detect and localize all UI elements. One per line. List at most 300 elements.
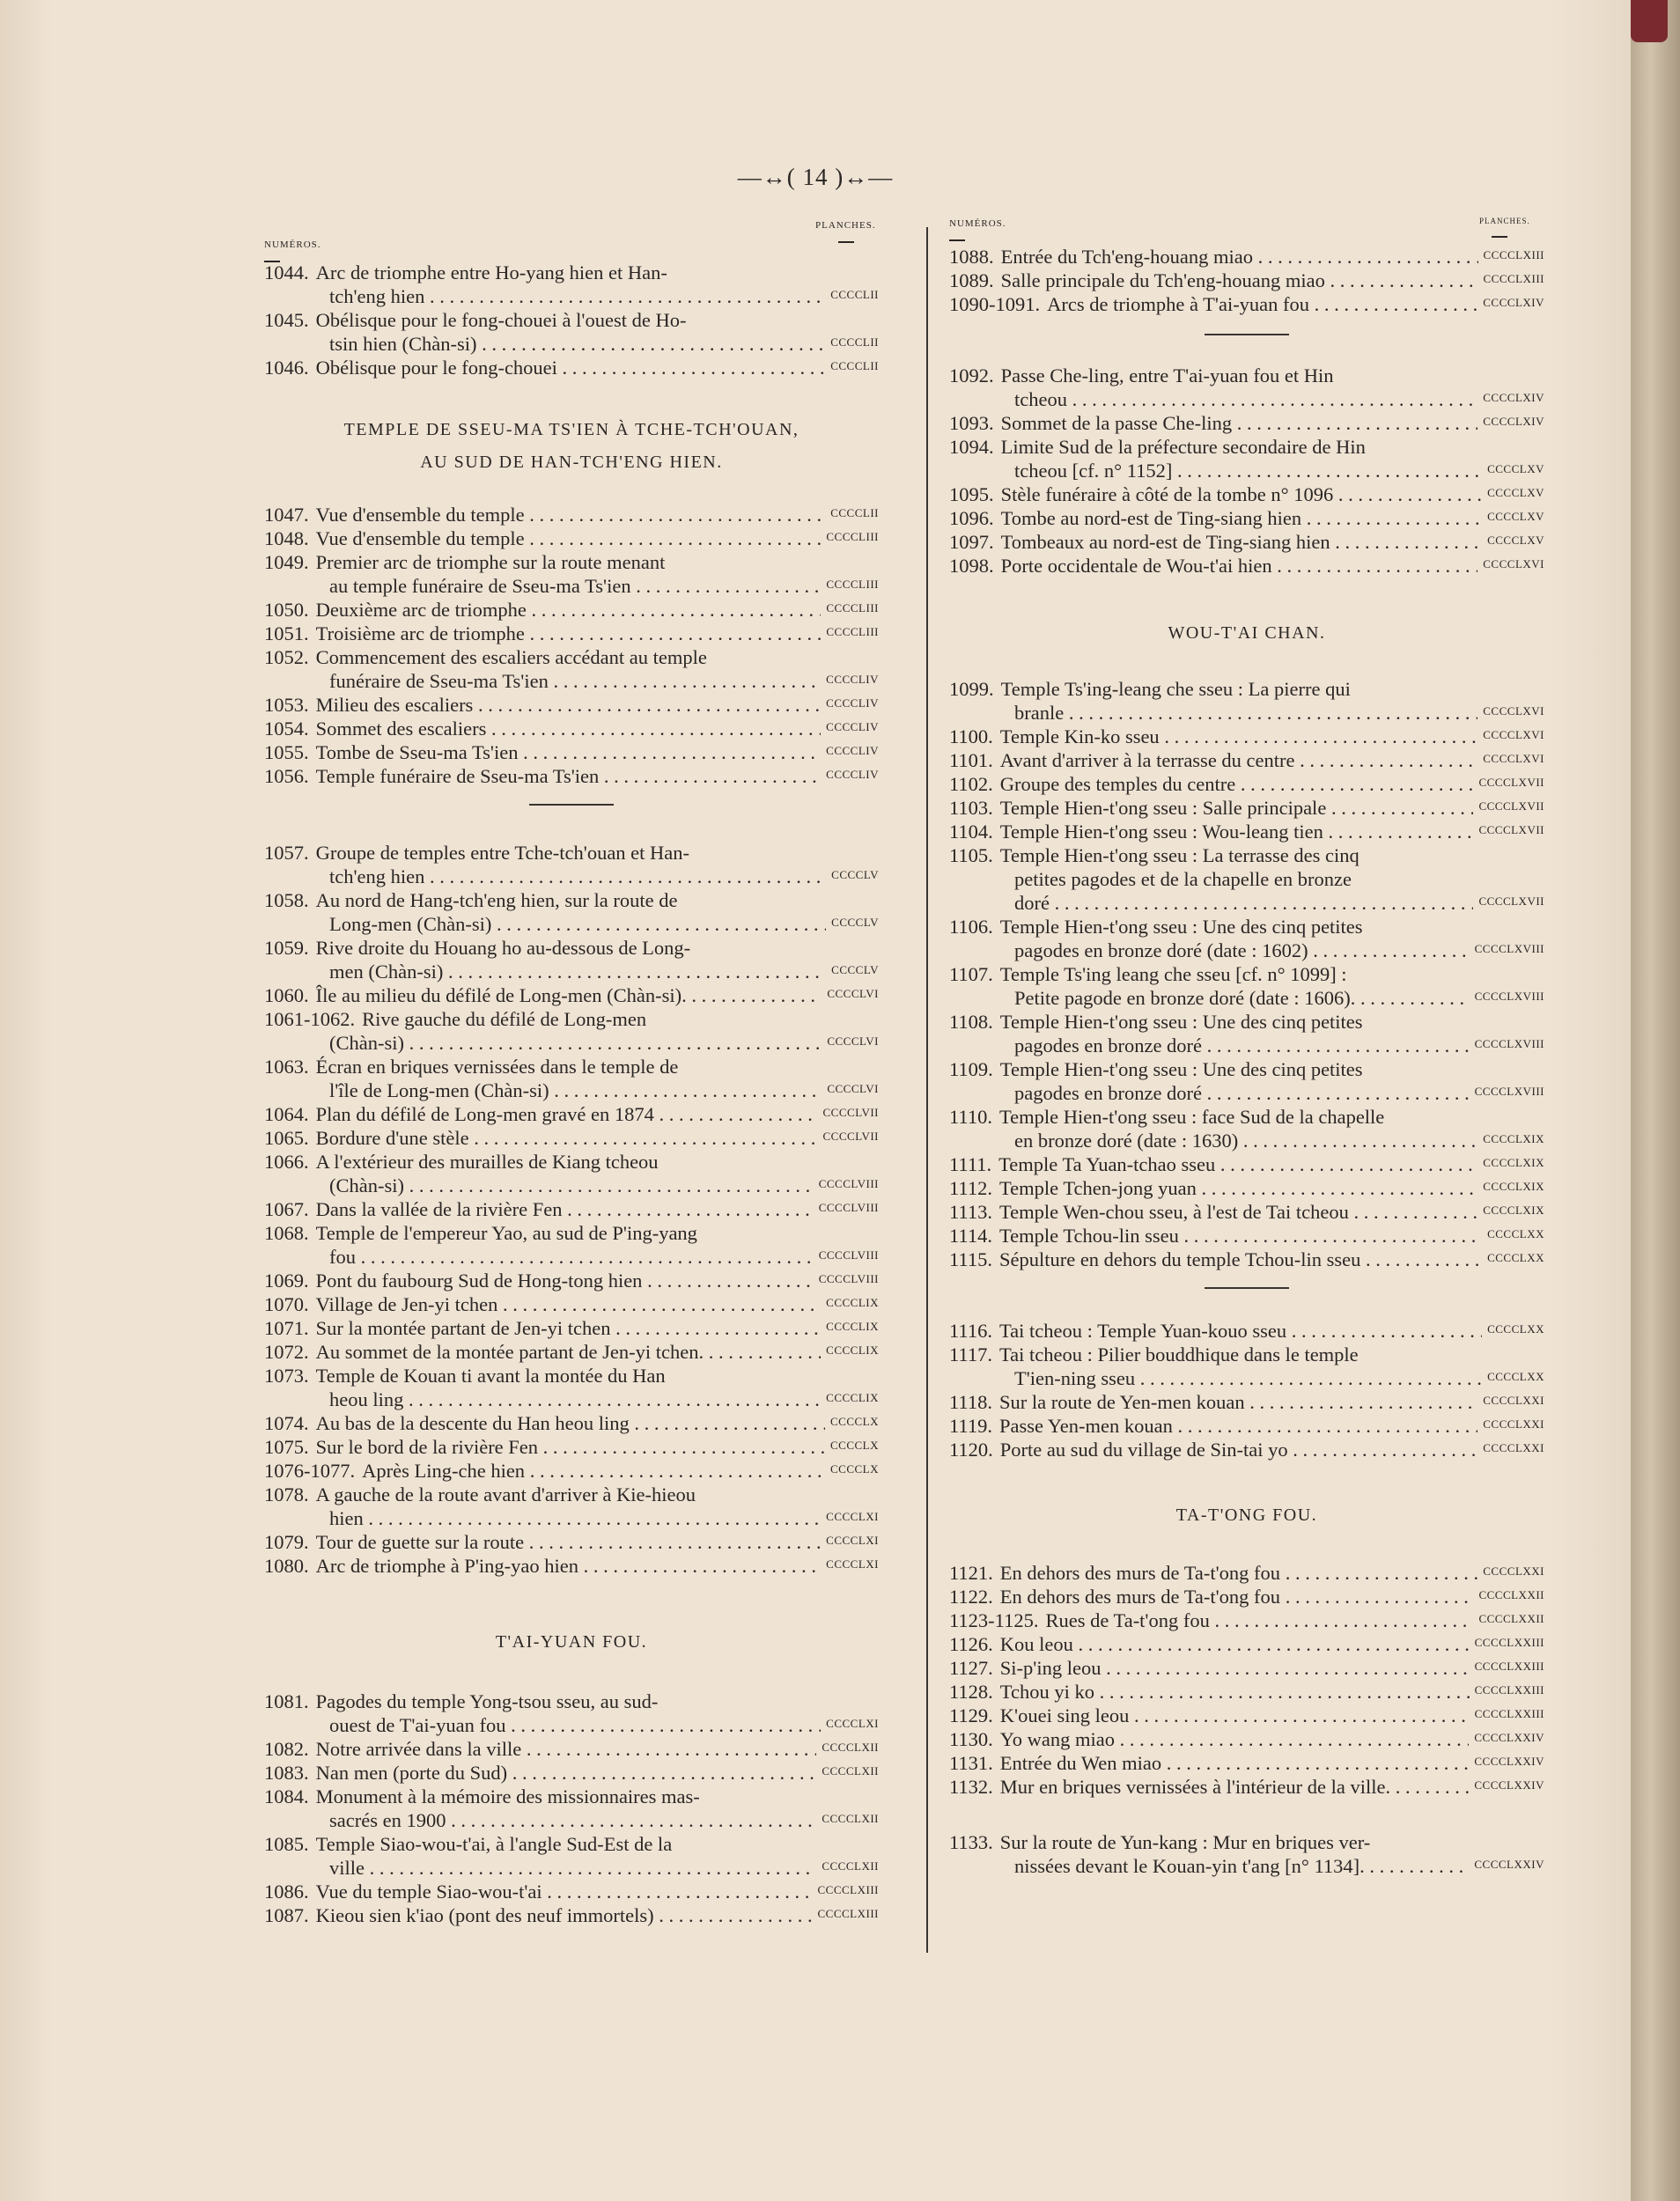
entry-text: K'ouei sing leou xyxy=(999,1704,1130,1726)
plate-number: CCCCLXIV xyxy=(1477,386,1544,409)
entry-number: 1121. xyxy=(949,1562,993,1584)
plate-number: CCCCLVIII xyxy=(814,1243,879,1267)
catalogue-entry xyxy=(264,841,879,888)
catalogue-entry xyxy=(264,645,879,693)
entry-text: Nan men (porte du Sud) xyxy=(315,1762,508,1784)
entry-number: 1133. xyxy=(949,1831,993,1853)
entry-text: Obélisque pour le fong-chouei à l'ouest de Ho- xyxy=(315,309,687,331)
plate-number: CCCCLXVI xyxy=(1477,699,1544,723)
entry-line xyxy=(264,936,879,960)
entry-number: 1078. xyxy=(264,1483,309,1505)
section-title-wou-tai-chan: WOU-T'AI CHAN. xyxy=(1168,623,1326,643)
entry-number: 1045. xyxy=(264,309,309,331)
entry-line xyxy=(264,1411,879,1435)
entry-text: Après Ling-che hien xyxy=(362,1460,526,1482)
entry-line xyxy=(264,865,879,888)
entry-line xyxy=(949,677,1544,701)
catalogue-entry xyxy=(949,364,1544,411)
entry-line xyxy=(949,962,1544,986)
column-divider xyxy=(926,227,928,1953)
left-planches-header: PLANCHES. xyxy=(815,220,876,243)
section-subtitle-han-tcheng: AU SUD DE HAN-TCH'ENG HIEN. xyxy=(420,453,723,472)
entry-number: 1116. xyxy=(949,1320,992,1342)
entry-text: Temple Hien-t'ong sseu : Une des cinq petites xyxy=(999,1011,1363,1033)
entry-line xyxy=(264,1197,879,1221)
plate-number: CCCCLXVIII xyxy=(1470,1032,1544,1056)
plate-number: CCCCLXVI xyxy=(1477,747,1544,770)
plate-number: CCCCLVI xyxy=(822,1077,879,1100)
catalogue-entry xyxy=(264,1197,879,1221)
entry-number: 1073. xyxy=(264,1365,309,1387)
plate-number: CCCCLIII xyxy=(821,620,879,644)
entry-line xyxy=(264,1761,879,1785)
entry-text: Vue d'ensemble du temple xyxy=(315,527,525,549)
catalogue-entry xyxy=(949,1390,1544,1414)
entry-line xyxy=(264,1435,879,1459)
entry-number: 1106. xyxy=(949,916,993,938)
entry-text: Entrée du Wen miao xyxy=(999,1752,1162,1774)
plate-number: CCCCLXIII xyxy=(1478,243,1545,267)
catalogue-entry xyxy=(949,915,1544,962)
entry-line xyxy=(264,503,879,526)
entry-line xyxy=(949,1081,1544,1105)
catalogue-entry xyxy=(264,1761,879,1785)
entry-text: hien xyxy=(329,1507,364,1529)
entry-text: Sur la route de Yun-kang : Mur en briques ver- xyxy=(999,1831,1371,1853)
entry-number: 1079. xyxy=(264,1531,309,1553)
entry-line xyxy=(264,1785,879,1808)
plate-number: CCCCLXXIII xyxy=(1470,1702,1544,1726)
catalogue-entry xyxy=(264,1530,879,1554)
entry-line xyxy=(264,1903,879,1927)
entry-text: Au sommet de la montée partant de Jen-yi tchen. xyxy=(315,1341,704,1363)
plate-number: CCCCLXVI xyxy=(1477,552,1544,576)
plate-number: CCCCLXVII xyxy=(1473,794,1544,818)
entry-number: 1064. xyxy=(264,1103,309,1125)
catalogue-entry xyxy=(264,740,879,764)
entry-number: 1114. xyxy=(949,1225,992,1247)
catalogue-entry xyxy=(949,506,1544,530)
entry-line xyxy=(264,912,879,936)
entry-number: 1122. xyxy=(949,1586,993,1608)
entry-line xyxy=(264,526,879,550)
entry-text: Monument à la mémoire des missionnaires mas- xyxy=(315,1785,700,1807)
right-planches-header: PLANCHES. xyxy=(1479,217,1530,238)
entry-line xyxy=(264,740,879,764)
entry-number: 1065. xyxy=(264,1127,309,1149)
catalogue-entry xyxy=(949,245,1544,269)
plate-number: CCCCLXVII xyxy=(1473,818,1544,842)
entry-text: Yo wang miao xyxy=(999,1728,1116,1750)
entry-text: heou ling xyxy=(329,1388,404,1410)
entry-text: Écran en briques vernissées dans le temple de xyxy=(315,1056,679,1078)
catalogue-entry xyxy=(949,269,1544,292)
plate-number: CCCCLXXIII xyxy=(1470,1654,1544,1678)
entry-number: 1047. xyxy=(264,504,309,526)
catalogue-entry xyxy=(264,550,879,598)
plate-number: CCCCLXIX xyxy=(1477,1174,1544,1198)
entry-number: 1084. xyxy=(264,1785,309,1807)
catalogue-entry xyxy=(949,1438,1544,1461)
catalogue-entry xyxy=(949,1632,1544,1656)
entry-number: 1123-1125. xyxy=(949,1609,1039,1631)
entry-number: 1080. xyxy=(264,1555,309,1577)
entry-text: Pagodes du temple Yong-tsou sseu, au sud- xyxy=(315,1690,659,1712)
catalogue-entry xyxy=(264,1483,879,1530)
entry-line xyxy=(264,1554,879,1578)
entry-line xyxy=(264,693,879,717)
entry-number: 1066. xyxy=(264,1151,309,1173)
entry-line xyxy=(949,1176,1544,1200)
plate-number: CCCCLXXI xyxy=(1477,1559,1544,1583)
entry-text: Petite pagode en bronze doré (date : 1606). xyxy=(1014,987,1356,1009)
plate-number: CCCCLXIII xyxy=(813,1902,880,1925)
plate-number: CCCCLVIII xyxy=(814,1172,879,1196)
entry-number: 1085. xyxy=(264,1833,309,1855)
catalogue-entry xyxy=(264,1880,879,1903)
left-group-3 xyxy=(264,841,879,1578)
entry-line xyxy=(949,867,1544,891)
plate-number: CCCCLX xyxy=(825,1457,879,1481)
plate-number: CCCCLXIX xyxy=(1477,1198,1544,1222)
catalogue-entry xyxy=(949,1248,1544,1271)
plate-number: CCCCLIV xyxy=(821,715,879,739)
plate-number: CCCCLXV xyxy=(1482,528,1544,552)
plate-number: CCCCLX xyxy=(825,1410,879,1433)
catalogue-entry xyxy=(264,356,879,379)
catalogue-entry xyxy=(264,1269,879,1292)
entry-number: 1111. xyxy=(949,1153,992,1175)
catalogue-entry xyxy=(264,1292,879,1316)
entry-text: tsin hien (Chàn-si) xyxy=(329,333,477,355)
catalogue-entry xyxy=(264,1126,879,1150)
entry-number: 1094. xyxy=(949,436,994,458)
entry-number: 1063. xyxy=(264,1056,309,1078)
entry-line xyxy=(949,891,1544,915)
entry-line xyxy=(949,1366,1544,1390)
entry-line xyxy=(949,411,1544,435)
plate-number: CCCCLXI xyxy=(821,1711,879,1735)
plate-number: CCCCLXVII xyxy=(1473,770,1544,794)
entry-number: 1071. xyxy=(264,1317,309,1339)
entry-text: Rues de Ta-t'ong fou xyxy=(1045,1609,1210,1631)
entry-text: Limite Sud de la préfecture secondaire de Hin xyxy=(1000,436,1366,458)
plate-number: CCCCLXXII xyxy=(1473,1583,1544,1607)
entry-text: Temple funéraire de Sseu-ma Ts'ien xyxy=(315,765,600,787)
entry-number: 1050. xyxy=(264,599,309,621)
entry-text: Sur la montée partant de Jen-yi tchen xyxy=(315,1317,611,1339)
catalogue-entry xyxy=(264,983,879,1007)
entry-text: Temple Siao-wou-t'ai, à l'angle Sud-Est de la xyxy=(315,1833,673,1855)
entry-number: 1053. xyxy=(264,694,309,716)
entry-number: 1107. xyxy=(949,963,993,985)
catalogue-entry xyxy=(264,598,879,622)
plate-number: CCCCLXI xyxy=(821,1505,879,1528)
page-number-header: —↔( 14 )↔— xyxy=(737,164,894,190)
plate-number: CCCCLXIV xyxy=(1477,291,1544,314)
plate-number: CCCCLV xyxy=(826,863,879,887)
entry-number: 1072. xyxy=(264,1341,309,1363)
entry-text: Kou leou xyxy=(999,1633,1073,1655)
entry-text: En dehors des murs de Ta-t'ong fou xyxy=(999,1562,1281,1584)
entry-line xyxy=(949,701,1544,725)
entry-number: 1093. xyxy=(949,412,994,434)
entry-line xyxy=(264,1856,879,1880)
entry-line xyxy=(949,1775,1544,1799)
entry-text: Arc de triomphe à P'ing-yao hien xyxy=(315,1555,578,1577)
entry-line xyxy=(264,1530,879,1554)
entry-text: petites pagodes et de la chapelle en bronze xyxy=(1014,868,1352,890)
entry-number: 1097. xyxy=(949,531,994,553)
plate-number: CCCCLXV xyxy=(1482,457,1544,481)
plate-number: CCCCLXXIII xyxy=(1470,1678,1544,1702)
entry-text: ville xyxy=(329,1857,365,1879)
entry-number: 1131. xyxy=(949,1752,993,1774)
entry-line xyxy=(264,1364,879,1388)
entry-line xyxy=(264,1245,879,1269)
entry-line xyxy=(264,1737,879,1761)
entry-text: tcheou [cf. n° 1152] xyxy=(1014,460,1173,482)
entry-line xyxy=(264,841,879,865)
plate-number: CCCCLXXI xyxy=(1477,1388,1544,1412)
entry-text: Rive gauche du défilé de Long-men xyxy=(362,1008,647,1030)
plate-number: CCCCLXXII xyxy=(1473,1607,1544,1631)
entry-text: Tchou yi ko xyxy=(999,1681,1094,1703)
entry-number: 1081. xyxy=(264,1690,309,1712)
entry-text: Temple Hien-t'ong sseu : Une des cinq petites xyxy=(999,1058,1363,1080)
catalogue-entry xyxy=(264,1055,879,1102)
entry-line xyxy=(264,645,879,669)
right-group-6 xyxy=(949,1830,1544,1878)
entry-number: 1048. xyxy=(264,527,309,549)
entry-line xyxy=(264,308,879,332)
entry-number: 1130. xyxy=(949,1728,993,1750)
catalogue-entry xyxy=(264,1221,879,1269)
entry-text: Temple Kin-ko sseu xyxy=(999,725,1160,747)
entry-line xyxy=(949,1854,1544,1878)
entry-text: Sur la route de Yen-men kouan xyxy=(998,1391,1245,1413)
entry-line xyxy=(949,1751,1544,1775)
entry-text: Temple Hien-t'ong sseu : Wou-leang tien xyxy=(999,821,1323,843)
entry-number: 1044. xyxy=(264,261,309,283)
entry-line xyxy=(949,1680,1544,1704)
section-title-ta-tong-fou: TA-T'ONG FOU. xyxy=(1175,1505,1318,1525)
catalogue-entry xyxy=(949,554,1544,578)
catalogue-entry xyxy=(264,1411,879,1435)
entry-line xyxy=(949,725,1544,748)
entry-line xyxy=(949,1200,1544,1224)
catalogue-entry xyxy=(264,936,879,983)
plate-number: CCCCLXXIII xyxy=(1470,1631,1544,1654)
entry-number: 1059. xyxy=(264,937,309,959)
catalogue-entry xyxy=(949,1830,1544,1878)
entry-text: Tombeaux au nord-est de Ting-siang hien xyxy=(1000,531,1330,553)
entry-line xyxy=(264,983,879,1007)
catalogue-entry xyxy=(949,482,1544,506)
entry-line xyxy=(949,1656,1544,1680)
entry-line xyxy=(949,939,1544,962)
entry-line xyxy=(264,598,879,622)
catalogue-entry xyxy=(264,1785,879,1832)
plate-number: CCCCLXII xyxy=(816,1807,879,1830)
left-group-2 xyxy=(264,503,879,788)
entry-line xyxy=(264,1340,879,1364)
entry-text: Temple de Kouan ti avant la montée du Han xyxy=(315,1365,666,1387)
entry-text: Kieou sien k'iao (pont des neuf immortels) xyxy=(315,1904,654,1926)
entry-number: 1049. xyxy=(264,551,309,573)
entry-line xyxy=(949,506,1544,530)
catalogue-entry xyxy=(264,503,879,526)
entry-text: Temple Hien-t'ong sseu : Une des cinq petites xyxy=(999,916,1363,938)
entry-text: Obélisque pour le fong-chouei xyxy=(315,357,557,379)
plate-number: CCCCLXIII xyxy=(1478,267,1545,291)
entry-line xyxy=(264,1055,879,1078)
entry-text: Temple Wen-chou sseu, à l'est de Tai tcheou xyxy=(998,1201,1349,1223)
plate-number: CCCCLXX xyxy=(1482,1365,1544,1388)
entry-text: Rive droite du Houang ho au-dessous de Long- xyxy=(315,937,691,959)
entry-line xyxy=(264,888,879,912)
catalogue-entry xyxy=(949,772,1544,796)
catalogue-entry xyxy=(949,1775,1544,1799)
entry-number: 1095. xyxy=(949,483,994,505)
entry-line xyxy=(264,669,879,693)
entry-number: 1128. xyxy=(949,1681,993,1703)
plate-number: CCCCLXIV xyxy=(1477,409,1544,433)
catalogue-entry xyxy=(949,1176,1544,1200)
plate-number: CCCCLXX xyxy=(1482,1222,1544,1246)
right-group-4 xyxy=(949,1319,1544,1461)
entry-text: Arcs de triomphe à T'ai-yuan fou xyxy=(1047,293,1310,315)
entry-text: Au bas de la descente du Han heou ling xyxy=(315,1412,630,1434)
plate-number: CCCCLIV xyxy=(821,762,879,786)
plate-number: CCCCLIV xyxy=(821,691,879,715)
entry-text: Vue d'ensemble du temple xyxy=(315,504,525,526)
entry-number: 1127. xyxy=(949,1657,993,1679)
entry-line xyxy=(949,1390,1544,1414)
entry-number: 1055. xyxy=(264,741,309,763)
plate-number: CCCCLVI xyxy=(822,982,879,1005)
entry-text: nissées devant le Kouan-yin t'ang [n° 1134]. xyxy=(1014,1855,1365,1877)
entry-text: Commencement des escaliers accédant au temple xyxy=(315,646,707,668)
entry-text: pagodes en bronze doré xyxy=(1014,1034,1203,1056)
entry-text: Long-men (Chàn-si) xyxy=(329,913,492,935)
entry-text: Tombe de Sseu-ma Ts'ien xyxy=(315,741,519,763)
entry-text: Milieu des escaliers xyxy=(315,694,474,716)
entry-text: l'île de Long-men (Chàn-si) xyxy=(329,1079,549,1101)
entry-number: 1115. xyxy=(949,1248,992,1270)
entry-line xyxy=(949,820,1544,843)
entry-text: Temple de l'empereur Yao, au sud de P'ing-yang xyxy=(315,1222,697,1244)
plate-number: CCCCLXVI xyxy=(1477,723,1544,747)
entry-text: Entrée du Tch'eng-houang miao xyxy=(1000,246,1253,268)
entry-line xyxy=(264,1832,879,1856)
entry-number: 1076-1077. xyxy=(264,1460,356,1482)
entry-number: 1100. xyxy=(949,725,993,747)
entry-text: Temple Ta Yuan-tchao sseu xyxy=(998,1153,1216,1175)
catalogue-entry xyxy=(264,308,879,356)
plate-number: CCCCLXII xyxy=(816,1759,879,1783)
entry-number: 1112. xyxy=(949,1177,992,1199)
entry-line xyxy=(949,1010,1544,1034)
entry-text: Pont du faubourg Sud de Hong-tong hien xyxy=(315,1270,643,1292)
entry-text: En dehors des murs de Ta-t'ong fou xyxy=(999,1586,1281,1608)
entry-text: Temple Hien-t'ong sseu : Salle principale xyxy=(999,797,1327,819)
plate-number: CCCCLII xyxy=(825,501,879,525)
entry-number: 1061-1062. xyxy=(264,1008,356,1030)
catalogue-entry xyxy=(949,677,1544,725)
entry-line xyxy=(949,772,1544,796)
plate-number: CCCCLIX xyxy=(821,1314,879,1338)
entry-number: 1117. xyxy=(949,1343,992,1366)
plate-number: CCCCLIII xyxy=(821,525,879,548)
plate-number: CCCCLXX xyxy=(1482,1246,1544,1270)
entry-line xyxy=(264,1388,879,1411)
plate-number: CCCCLXXI xyxy=(1477,1412,1544,1436)
catalogue-entry xyxy=(949,1057,1544,1105)
catalogue-entry xyxy=(949,530,1544,554)
entry-number: 1088. xyxy=(949,246,994,268)
plate-number: CCCCLXIX xyxy=(1477,1127,1544,1151)
entry-text: au temple funéraire de Sseu-ma Ts'ien xyxy=(329,575,631,597)
catalogue-entry xyxy=(949,748,1544,772)
catalogue-entry xyxy=(264,1364,879,1411)
entry-text: (Chàn-si) xyxy=(329,1032,404,1054)
catalogue-entry xyxy=(264,1903,879,1927)
plate-number: CCCCLIII xyxy=(821,572,879,596)
entry-text: Avant d'arriver à la terrasse du centre xyxy=(999,749,1295,771)
catalogue-entry xyxy=(949,796,1544,820)
catalogue-entry xyxy=(949,1010,1544,1057)
entry-line xyxy=(949,1632,1544,1656)
entry-line xyxy=(949,387,1544,411)
entry-number: 1068. xyxy=(264,1222,309,1244)
entry-line xyxy=(264,1269,879,1292)
entry-text: Deuxième arc de triomphe xyxy=(315,599,527,621)
entry-text: Groupe de temples entre Tche-tch'ouan et Han- xyxy=(315,842,690,864)
catalogue-entry xyxy=(264,764,879,788)
catalogue-entry xyxy=(264,1435,879,1459)
entry-number: 1102. xyxy=(949,773,993,795)
entry-line xyxy=(949,1727,1544,1751)
entry-text: Passe Yen-men kouan xyxy=(998,1415,1173,1437)
entry-text: Si-p'ing leou xyxy=(999,1657,1102,1679)
plate-number: CCCCLIX xyxy=(821,1386,879,1410)
catalogue-entry xyxy=(264,1689,879,1737)
catalogue-entry xyxy=(264,1832,879,1880)
entry-text: Arc de triomphe entre Ho-yang hien et Han- xyxy=(315,261,667,283)
plate-number: CCCCLXV xyxy=(1482,481,1544,504)
catalogue-entry xyxy=(949,1727,1544,1751)
entry-line xyxy=(264,1007,879,1031)
plate-number: CCCCLVII xyxy=(818,1124,879,1148)
entry-text: Village de Jen-yi tchen xyxy=(315,1293,498,1315)
left-group-4 xyxy=(264,1689,879,1927)
right-group-1 xyxy=(949,245,1544,316)
plate-number: CCCCLXVIII xyxy=(1470,1079,1544,1103)
entry-text: Tombe au nord-est de Ting-siang hien xyxy=(1000,507,1302,529)
entry-text: men (Chàn-si) xyxy=(329,961,444,983)
entry-number: 1083. xyxy=(264,1762,309,1784)
entry-text: Plan du défilé de Long-men gravé en 1874 xyxy=(315,1103,654,1125)
catalogue-entry xyxy=(949,1343,1544,1390)
entry-number: 1075. xyxy=(264,1436,309,1458)
plate-number: CCCCLIX xyxy=(821,1291,879,1314)
right-group-5 xyxy=(949,1561,1544,1799)
entry-text: tcheou xyxy=(1014,388,1067,410)
entry-text: Passe Che-ling, entre T'ai-yuan fou et Hin xyxy=(1000,364,1334,386)
catalogue-entry xyxy=(264,1737,879,1761)
entry-text: en bronze doré (date : 1630) xyxy=(1014,1130,1239,1152)
